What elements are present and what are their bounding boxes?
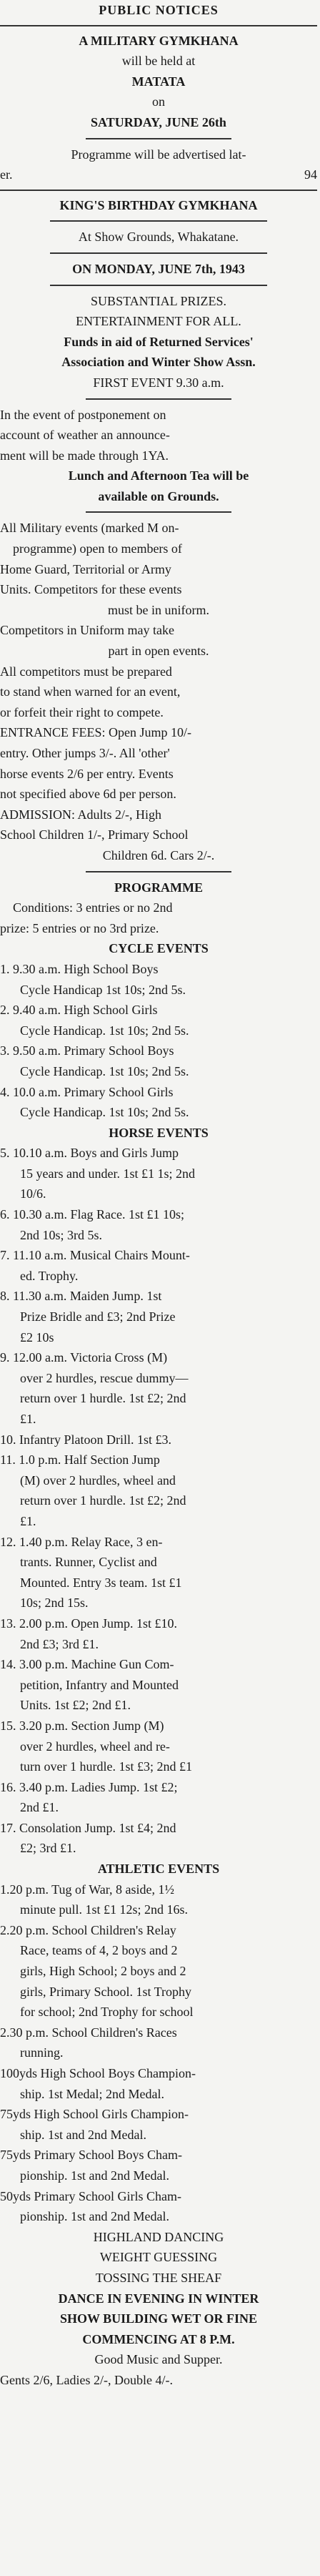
notice-date: ON MONDAY, JUNE 7th, 1943 — [72, 261, 245, 276]
notice-line: to stand when warned for an event, — [0, 684, 181, 699]
event-line: 10. Infantry Platoon Drill. 1st £3. — [0, 1432, 171, 1447]
notice-line: programme) open to members of — [13, 541, 182, 556]
notice-line: entry. Other jumps 3/-. All 'other' — [0, 746, 170, 760]
event-line: Prize Bridle and £3; 2nd Prize — [20, 1309, 176, 1324]
notice-line: Competitors in Uniform may take — [0, 623, 174, 638]
event-line: Race, teams of 4, 2 boys and 2 — [20, 1943, 178, 1958]
notice-line: ENTRANCE FEES: Open Jump 10/- — [0, 725, 191, 740]
event-line: Cycle Handicap. 1st 10s; 2nd 5s. — [20, 1063, 189, 1078]
divider — [50, 252, 267, 254]
event-line: return over 1 hurdle. 1st £2; 2nd — [20, 1493, 186, 1508]
event-line: 2.20 p.m. School Children's Relay — [0, 1922, 176, 1937]
event-line: pionship. 1st and 2nd Medal. — [20, 2168, 169, 2183]
divider — [50, 220, 267, 222]
notice-line: Programme will be advertised lat- — [71, 147, 246, 162]
event-line: 75yds High School Girls Champion- — [0, 2107, 189, 2122]
event-line: 7. 11.10 a.m. Musical Chairs Mount- — [0, 1248, 190, 1263]
divider — [86, 871, 231, 872]
notice-venue: At Show Grounds, Whakatane. — [78, 230, 239, 245]
notice-line: FIRST EVENT 9.30 a.m. — [93, 375, 224, 390]
event-line: for school; 2nd Trophy for school — [20, 2005, 194, 2020]
section-heading: HORSE EVENTS — [109, 1125, 209, 1140]
event-line: 17. Consolation Jump. 1st £4; 2nd — [0, 1820, 176, 1835]
attraction-line: WEIGHT GUESSING — [99, 2250, 218, 2265]
notice-line: Association and Winter Show Assn. — [61, 355, 256, 370]
dance-line: Gents 2/6, Ladies 2/-, Double 4/-. — [0, 2372, 173, 2387]
notice-ref: 94 — [304, 167, 317, 182]
notice-line: All competitors must be prepared — [0, 664, 172, 679]
event-line: 10s; 2nd 15s. — [20, 1596, 89, 1611]
section-heading: ATHLETIC EVENTS — [97, 1862, 220, 1877]
notice-line: or forfeit their right to compete. — [0, 704, 164, 719]
event-line: pionship. 1st and 2nd Medal. — [20, 2209, 169, 2224]
event-line: 15. 3.20 p.m. Section Jump (M) — [0, 1718, 164, 1733]
event-line: ship. 1st and 2nd Medal. — [20, 2127, 146, 2142]
military-gymkhana-notice — [0, 31, 317, 185]
event-line: 8. 11.30 a.m. Maiden Jump. 1st — [0, 1289, 162, 1304]
event-line: Mounted. Entry 3s team. 1st £1 — [20, 1575, 182, 1590]
notice-date: SATURDAY, JUNE 26th — [91, 114, 226, 129]
notice-line: In the event of postponement on — [0, 407, 166, 422]
event-line: 1. 9.30 a.m. High School Boys — [0, 961, 159, 976]
attraction-line: TOSSING THE SHEAF — [95, 2270, 222, 2285]
divider — [0, 25, 317, 26]
notice-text: er. — [0, 167, 13, 182]
event-line: return over 1 hurdle. 1st £2; 2nd — [20, 1391, 186, 1406]
section-heading: PUBLIC NOTICES — [99, 3, 219, 17]
event-line: 100yds High School Boys Champion- — [0, 2066, 196, 2080]
event-line: 2nd £1. — [20, 1800, 59, 1815]
notice-line: ADMISSION: Adults 2/-, High — [0, 807, 162, 822]
notice-line: must be in uniform. — [108, 602, 209, 617]
notice-line: on — [152, 94, 165, 109]
section-heading: CYCLE EVENTS — [109, 941, 209, 956]
event-line: girls, Primary School. 1st Trophy — [20, 1984, 192, 1999]
notice-line: School Children 1/-, Primary School — [0, 827, 189, 842]
event-line: over 2 hurdles, rescue dummy— — [20, 1370, 189, 1385]
event-line: 6. 10.30 a.m. Flag Race. 1st £1 10s; — [0, 1207, 184, 1222]
event-line: ship. 1st Medal; 2nd Medal. — [20, 2086, 164, 2101]
event-line: 2nd £3; 3rd £1. — [20, 1636, 99, 1651]
notice-line: horse events 2/6 per entry. Events — [0, 766, 174, 781]
dance-line: Good Music and Supper. — [94, 2352, 223, 2367]
notice-line — [0, 164, 317, 185]
event-line: 5. 10.10 a.m. Boys and Girls Jump — [0, 1146, 179, 1161]
event-line: 13. 2.00 p.m. Open Jump. 1st £10. — [0, 1616, 178, 1631]
divider — [86, 398, 231, 400]
notice-place: MATATA — [131, 74, 186, 89]
event-line: 12. 1.40 p.m. Relay Race, 3 en- — [0, 1534, 163, 1549]
notice-line: All Military events (marked M on- — [0, 521, 179, 536]
event-line: 2.30 p.m. School Children's Races — [0, 2025, 177, 2040]
notice-line: Units. Competitors for these events — [0, 582, 182, 597]
event-line: Cycle Handicap. 1st 10s; 2nd 5s. — [20, 1105, 189, 1120]
notice-line: Home Guard, Territorial or Army — [0, 561, 171, 576]
attraction-line: HIGHLAND DANCING — [93, 2229, 224, 2244]
notice-title: KING'S BIRTHDAY GYMKHANA — [59, 197, 258, 212]
evening-dance — [0, 2289, 317, 2391]
event-line: 2nd 10s; 3rd 5s. — [20, 1227, 103, 1242]
dance-line: SHOW BUILDING WET OR FINE — [59, 2311, 258, 2326]
event-line: petition, Infantry and Mounted — [20, 1677, 179, 1692]
horse-events — [0, 1123, 317, 1859]
event-line: running. — [20, 2045, 64, 2060]
event-line: trants. Runner, Cyclist and — [20, 1555, 157, 1570]
notice-line: ENTERTAINMENT FOR ALL. — [76, 314, 241, 329]
event-line: 1.20 p.m. Tug of War, 8 aside, 1½ — [0, 1882, 175, 1897]
notice-line: Conditions: 3 entries or no 2nd — [13, 900, 173, 915]
event-line: 11. 1.0 p.m. Half Section Jump — [0, 1452, 160, 1468]
event-line: (M) over 2 hurdles, wheel and — [20, 1473, 176, 1488]
event-line: turn over 1 hurdle. 1st £3; 2nd £1 — [20, 1759, 192, 1774]
notice-line: Children 6d. Cars 2/-. — [102, 847, 215, 862]
event-line: Cycle Handicap. 1st 10s; 2nd 5s. — [20, 1023, 189, 1038]
event-line: £2 10s — [20, 1329, 54, 1344]
event-line: Units. 1st £2; 2nd £1. — [20, 1698, 131, 1713]
dance-line: COMMENCING AT 8 P.M. — [82, 2331, 235, 2346]
programme-heading: PROGRAMME — [114, 880, 203, 895]
notice-line: part in open events. — [108, 644, 209, 659]
divider — [86, 511, 231, 513]
divider — [0, 190, 317, 191]
event-line: 15 years and under. 1st £1 1s; 2nd — [20, 1166, 195, 1181]
event-line: 4. 10.0 a.m. Primary School Girls — [0, 1084, 174, 1099]
notice-line: ment will be made through 1YA. — [0, 448, 169, 463]
event-line: ed. Trophy. — [20, 1268, 79, 1283]
notice-line: prize: 5 entries or no 3rd prize. — [0, 920, 159, 935]
notice-line: available on Grounds. — [98, 488, 219, 503]
event-line: 16. 3.40 p.m. Ladies Jump. 1st £2; — [0, 1779, 178, 1794]
event-line: 2. 9.40 a.m. High School Girls — [0, 1003, 158, 1018]
event-line: girls, High School; 2 boys and 2 — [20, 1964, 186, 1979]
notice-line: Funds in aid of Returned Services' — [64, 334, 254, 349]
event-line: £1. — [20, 1412, 36, 1426]
event-line: Cycle Handicap 1st 10s; 2nd 5s. — [20, 982, 186, 997]
divider — [86, 138, 231, 139]
notice-line: will be held at — [121, 54, 196, 69]
event-line: 9. 12.00 a.m. Victoria Cross (M) — [0, 1350, 168, 1365]
notice-line: Lunch and Afternoon Tea will be — [68, 468, 249, 483]
extra-attractions — [0, 2227, 317, 2289]
event-line: 50yds Primary School Girls Cham- — [0, 2188, 181, 2203]
event-line: over 2 hurdles, wheel and re- — [20, 1739, 170, 1754]
kings-birthday-notice — [0, 195, 317, 939]
event-line: 10/6. — [20, 1186, 46, 1201]
event-line: 75yds Primary School Boys Cham- — [0, 2148, 182, 2163]
athletic-events — [0, 1859, 317, 2227]
divider — [50, 285, 267, 286]
event-line: 3. 9.50 a.m. Primary School Boys — [0, 1043, 174, 1058]
event-line: 14. 3.00 p.m. Machine Gun Com- — [0, 1657, 174, 1672]
cycle-events — [0, 938, 317, 1122]
event-line: £1. — [20, 1513, 36, 1528]
notice-title: A MILITARY GYMKHANA — [79, 33, 239, 48]
notice-line: not specified above 6d per person. — [0, 787, 176, 802]
event-line: minute pull. 1st £1 12s; 2nd 16s. — [20, 1902, 189, 1917]
notice-line: SUBSTANTIAL PRIZES. — [91, 293, 226, 308]
event-line: £2; 3rd £1. — [20, 1841, 76, 1856]
dance-line: DANCE IN EVENING IN WINTER — [58, 2291, 259, 2306]
notice-line: account of weather an announce- — [0, 428, 170, 443]
